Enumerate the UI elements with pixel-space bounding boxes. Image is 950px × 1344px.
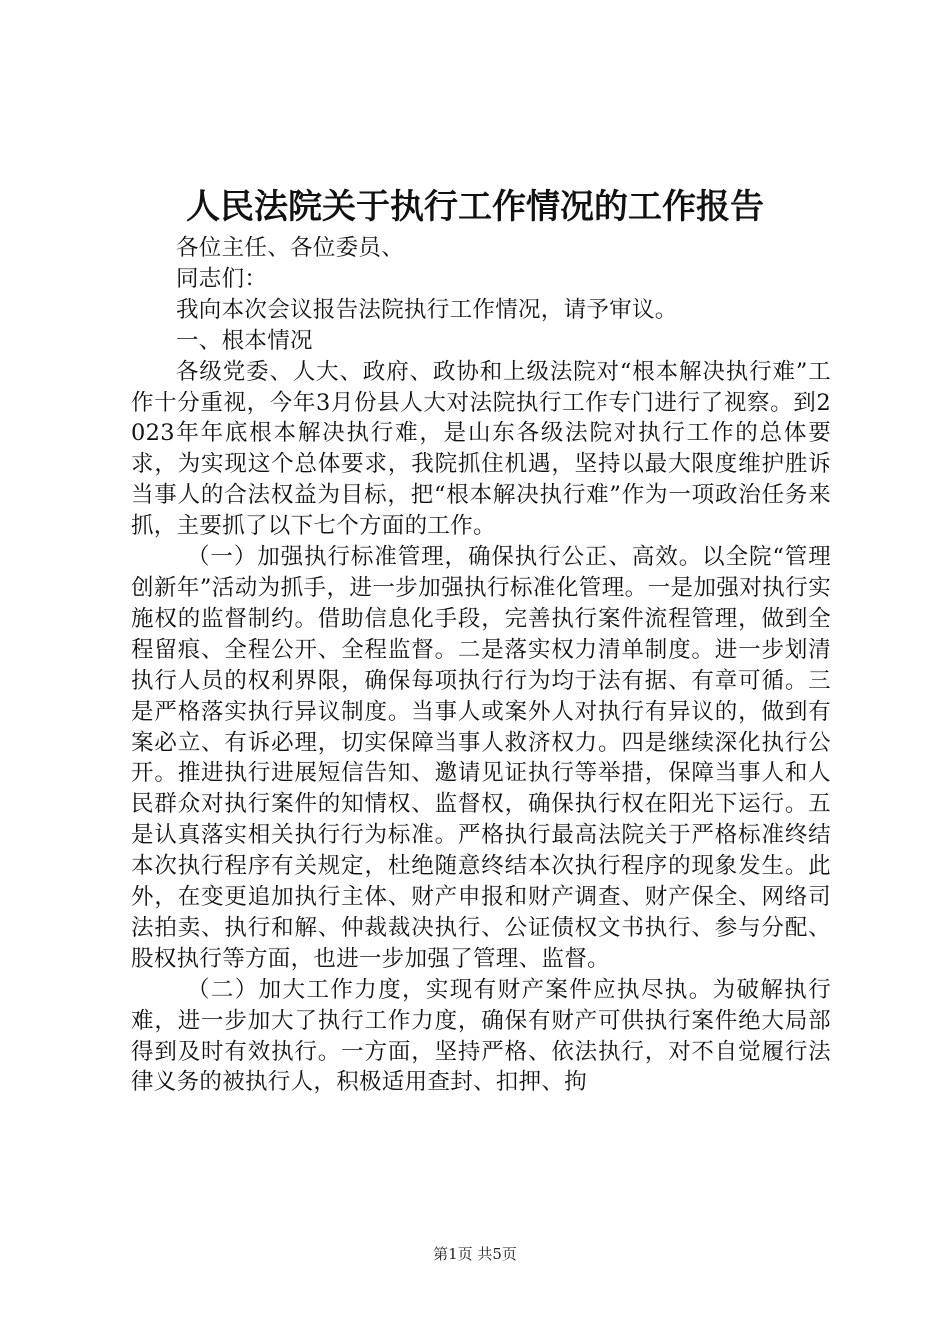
body-paragraph: 各级党委、人大、政府、政协和上级法院对“根本解决执行难”工作十分重视，今年3月份县人大对法院执行工作专门进行了视察。到2023年年底根本解决执行难，是山东各级法院对执行工作的总体要求，为实现这个总体要求，我院抓住机遇，坚持以最大限度维护胜诉当事人的合法权益为目标，把“根本解决执行难”作为一项政治任务来抓，主要抓了以下七个方面的工作。 <box>131 358 831 540</box>
body-paragraph: （二）加大工作力度，实现有财产案件应执尽执。为破解执行难，进一步加大了执行工作力度，确保有财产可供执行案件绝大局部得到及时有效执行。一方面，坚持严格、依法执行，对不自觉履行法律义务的被执行人，积极适用查封、扣押、拘 <box>131 976 831 1096</box>
salutation-2: 同志们： <box>176 265 268 292</box>
salutation-1: 各位主任、各位委员、 <box>176 235 405 261</box>
body-paragraph: （一）加强执行标准管理，确保执行公正、高效。以全院“管理创新年”活动为抓手，进一步加强执行标准化管理。一是加强对执行实施权的监督制约。借助信息化手段，完善执行案件流程管理，做到全程留痕、全程公开、全程监督。二是落实权力清单制度。进一步划清执行人员的权利界限，确保每项执行行为均于法有据、有章可循。三是严格落实执行异议制度。当事人或案外人对执行有异议的，做到有案必立、有诉必理，切实保障当事人救济权力。四是继续深化执行公开。推进执行进展短信告知、邀请见证执行等举措，保障当事人和人民群众对执行案件的知情权、监督权，确保执行权在阳光下运行。五是认真落实相关执行行为标准。严格执行最高法院关于严格标准终结本次执行程序有关规定，杜绝随意终结本次执行程序的现象发生。此外，在变更追加执行主体、财产申报和财产调查、财产保全、网络司法拍卖、执行和解、仲裁裁决执行、公证债权文书执行、参与分配、股权执行等方面，也进一步加强了管理、监督。 <box>131 544 831 972</box>
page-number: 第1页 共5页 <box>433 1245 517 1263</box>
document-title: 人民法院关于执行工作情况的工作报告 <box>186 187 764 227</box>
intro-paragraph: 我向本次会议报告法院执行工作情况，请予审议。 <box>176 296 678 323</box>
section-heading: 一、根本情况 <box>176 327 313 354</box>
document-body <box>131 233 831 1098</box>
